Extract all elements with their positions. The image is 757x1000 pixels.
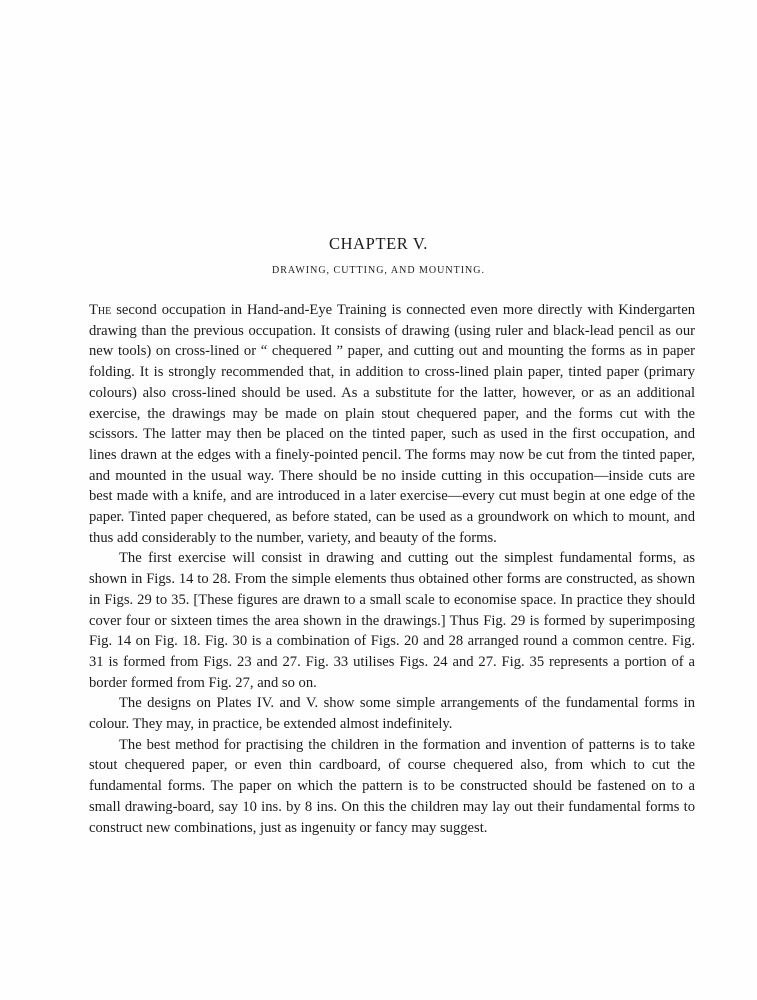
body-text — [89, 300, 695, 838]
paragraph-4: The best method for practising the children in the formation and invention of patterns is to take stout chequered paper, or even thin cardboard, of course chequered also, from which to cut the fundamental forms. The paper on which the pattern is to be constructed should be fastened on to a small drawing-board, say 10 ins. by 8 ins. On this the children may lay out their fundamental forms to construct new combinations, just as ingenuity or fancy may suggest. — [89, 736, 695, 836]
chapter-title: CHAPTER V. — [329, 234, 428, 253]
paragraph-3: The designs on Plates IV. and V. show some simple arrangements of the fundamental forms in colour. They may, in practice, be extended almost indefinitely. — [89, 695, 695, 733]
chapter-subtitle: DRAWING, CUTTING, AND MOUNTING. — [272, 265, 485, 276]
paragraph-1-text: second occupation in Hand-and-Eye Training is connected even more directly with Kindergarten drawing than the previous occupation. It consists of drawing (using ruler and black-lead pencil as our new tools) on cross-lined or “ chequered ” paper, and cutting out and mounting the forms as in paper folding. It is strongly recommended that, in addition to cross-lined plain paper, tinted paper (primary colours) also cross-lined should be used. As a substitute for the latter, however, or as an additional exercise, the drawings may be made on plain stout chequered paper, and the forms cut with the scissors. The latter may then be placed on the tinted paper, such as used in the first occupation, and lines drawn at the edges with a finely-pointed pencil. The forms may now be cut from the tinted paper, and mounted in the usual way. There should be no inside cutting in this occupation—inside cuts are best made with a knife, and are introduced in a later exercise—every cut must begin at one edge of the paper. Tinted paper chequered, as before stated, can be used as a groundwork on which to mount, and thus add considerably to the number, variety, and beauty of the forms. — [89, 302, 695, 546]
paragraph-1 — [89, 300, 695, 548]
paragraph-lead-word: The — [89, 302, 112, 318]
paragraph-2: The first exercise will consist in drawing and cutting out the simplest fundamental forms, as shown in Figs. 14 to 28. From the simple elements thus obtained other forms are constructed, as shown in Figs. 29 to 35. [These figures are drawn to a small scale to economise space. In practice they should cover four or sixteen times the area shown in the drawings.] Thus Fig. 29 is formed by superimposing Fig. 14 on Fig. 18. Fig. 30 is a combination of Figs. 20 and 28 arranged round a common centre. Fig. 31 is formed from Figs. 23 and 27. Fig. 33 utilises Figs. 24 and 27. Fig. 35 represents a portion of a border formed from Fig. 27, and so on. — [89, 550, 695, 691]
